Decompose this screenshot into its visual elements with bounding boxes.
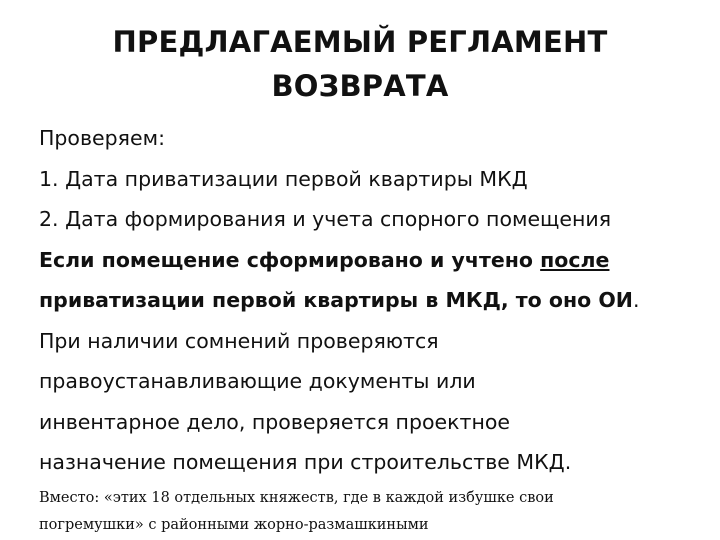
rule-text-1: Если помещение сформировано и учтено [39, 247, 541, 272]
footnote [39, 485, 699, 539]
check-item-1: 1. Дата приватизации первой квартиры МКД [39, 166, 528, 191]
rule-line-2 [39, 280, 699, 321]
title-line-2: ВОЗВРАТА [271, 69, 449, 103]
rule-text-2: приватизации первой квартиры в МКД, то оно ОИ [39, 288, 633, 312]
rule-line-1 [39, 240, 699, 281]
rule-period: . [632, 288, 640, 312]
footnote-line-1: Вместо: «этих 18 отдельных княжеств, где в каждой избушке свои [39, 489, 554, 506]
intro-text: Проверяем: [39, 126, 165, 150]
doubt-line-4: назначение помещения при строительстве МКД. [39, 450, 572, 474]
slide-title [40, 20, 680, 108]
doubt-line-3: инвентарное дело, проверяется проектное [39, 409, 510, 434]
doubt-line-2: правоустанавливающие документы или [39, 369, 476, 393]
rule-underlined-word: после [540, 247, 610, 272]
check-item-2: 2. Дата формирования и учета спорного помещения [39, 207, 612, 231]
footnote-line-2: погремушки» с районными жорно-размашкиными [39, 516, 429, 533]
doubt-line-1: При наличии сомнений проверяются [39, 328, 439, 353]
slide-body [39, 118, 699, 539]
title-line-1: ПРЕДЛАГАЕМЫЙ РЕГЛАМЕНТ [112, 25, 608, 59]
